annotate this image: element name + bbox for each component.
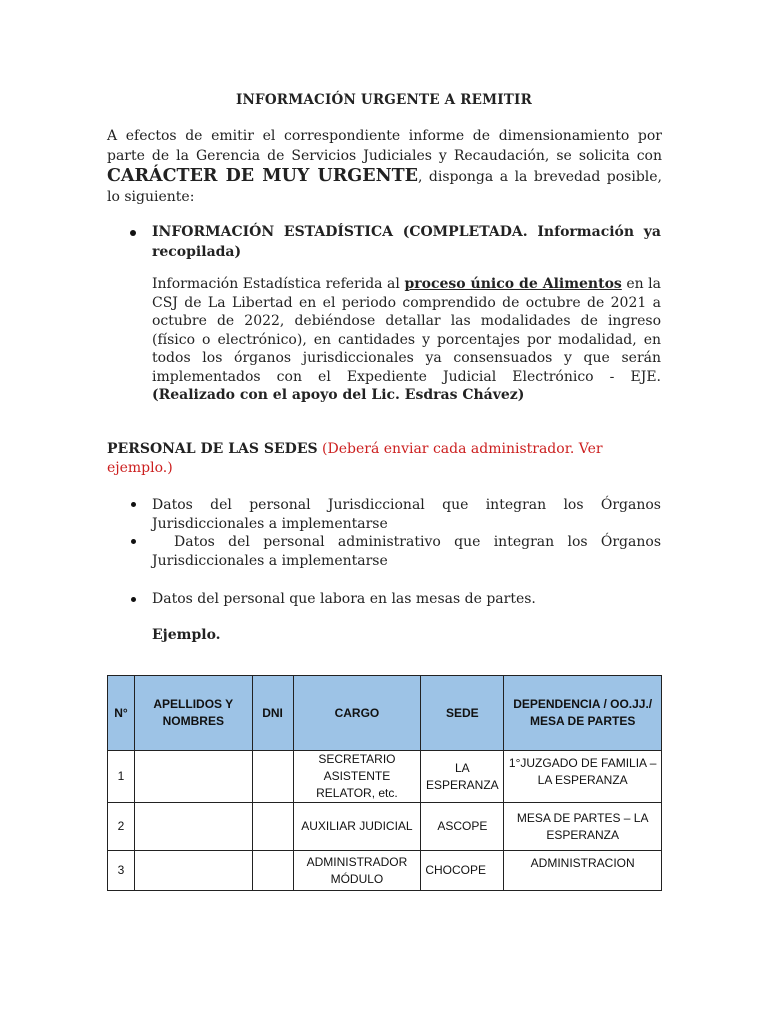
section2-note: (Deberá enviar cada administrador. Ver ejemplo.) — [107, 441, 603, 476]
cell-number: 1 — [108, 751, 135, 803]
cell-names — [134, 751, 252, 803]
cell-dni — [252, 851, 293, 891]
bullet-icon — [131, 597, 136, 602]
cell-dni — [252, 803, 293, 851]
intro-text-b: , disponga a la brevedad posible, lo siguiente: — [107, 169, 663, 205]
header-cell-dni: DNI — [252, 676, 293, 751]
cell-sede: CHOCOPE — [421, 851, 504, 891]
section2-heading — [107, 440, 662, 478]
bullet-icon — [131, 539, 136, 544]
cell-names — [134, 803, 252, 851]
header-cell-number: N° — [108, 676, 135, 751]
list-item: Datos del personal que labora en las mesas de partes. — [152, 591, 536, 607]
cell-sede: ASCOPE — [421, 803, 504, 851]
section1-body-underlined: proceso único de Alimentos — [404, 276, 622, 292]
section2-label: PERSONAL DE LAS SEDES — [107, 441, 318, 457]
cell-dni — [252, 751, 293, 803]
header-cell-sede: SEDE — [421, 676, 504, 751]
list-item: Datos del personal administrativo que integran los Órganos Jurisdiccionales a implementarse — [152, 534, 661, 569]
cell-number: 2 — [108, 803, 135, 851]
table-row — [108, 751, 662, 803]
cell-sede: LA ESPERANZA — [421, 751, 504, 803]
section1-heading: INFORMACIÓN ESTADÍSTICA (COMPLETADA. Información ya recopilada) — [152, 224, 661, 260]
header-cell-dependencia: DEPENDENCIA / OO.JJ./ MESA DE PARTES — [504, 676, 662, 751]
list-item: Datos del personal Jurisdiccional que integran los Órganos Jurisdiccionales a implementarse — [152, 497, 661, 532]
table-header-row — [108, 676, 662, 751]
cell-cargo: AUXILIAR JUDICIAL — [293, 803, 421, 851]
bullet-icon — [131, 502, 136, 507]
cell-dependencia: ADMINISTRACION — [504, 851, 662, 891]
document-title: INFORMACIÓN URGENTE A REMITIR — [235, 92, 532, 108]
table-row — [108, 851, 662, 891]
intro-paragraph — [107, 126, 662, 207]
intro-text-a: A efectos de emitir el correspondiente informe de dimensionamiento por parte de la Gerencia de Servicios Judiciales y Recaudación, se solicita con — [107, 128, 662, 164]
cell-cargo: SECRETARIO ASISTENTE RELATOR, etc. — [293, 751, 421, 803]
header-cell-cargo: CARGO — [293, 676, 421, 751]
section1-body-a: Información Estadística referida al — [152, 276, 405, 292]
cell-dependencia: MESA DE PARTES – LA ESPERANZA — [504, 803, 662, 851]
section1-body — [152, 275, 661, 405]
cell-number: 3 — [108, 851, 135, 891]
personnel-table — [107, 675, 662, 891]
table-row — [108, 803, 662, 851]
example-label: Ejemplo. — [152, 627, 221, 643]
section1-body-bold: (Realizado con el apoyo del Lic. Esdras Chávez) — [152, 387, 525, 403]
cell-names — [134, 851, 252, 891]
cell-dependencia: 1°JUZGADO DE FAMILIA – LA ESPERANZA — [504, 751, 662, 803]
cell-cargo: ADMINISTRADOR MÓDULO — [293, 851, 421, 891]
header-cell-names: APELLIDOS Y NOMBRES — [134, 676, 252, 751]
section1-body-b: en la CSJ de La Libertad en el periodo comprendido de octubre de 2021 a octubre de 2022, debiéndose detallar las modalidades de ingreso (físico o electrónico), en cantidades y porcentajes por modalidad, en todos los órganos jurisdiccionales ya consensuados y que serán implementados con el Expediente Judicial Electrónico - EJE. — [152, 276, 661, 385]
bullet-icon — [130, 230, 136, 236]
intro-emphasis: CARÁCTER DE MUY URGENTE — [107, 166, 418, 186]
